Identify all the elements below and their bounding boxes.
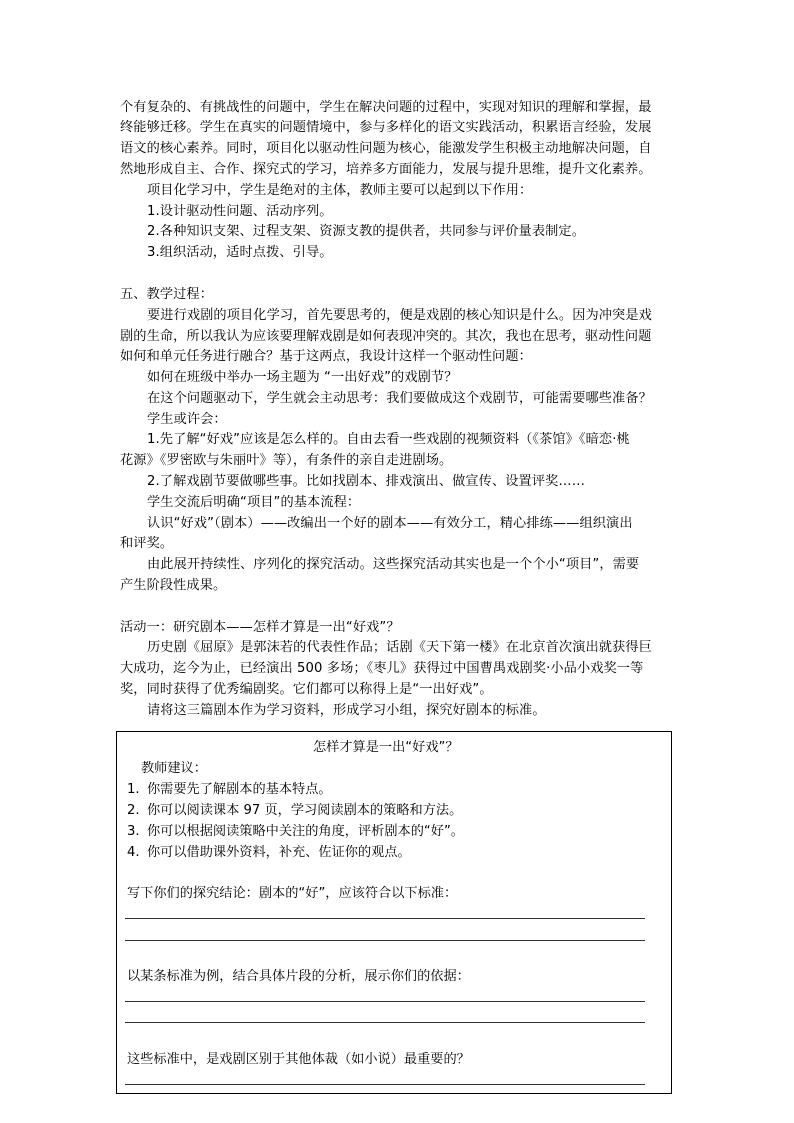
item-text: 你可以借助课外资料，补充、佐证你的观点。	[147, 845, 411, 860]
item-number: 3.	[127, 824, 140, 839]
paragraph-line: 奖，同时获得了优秀编剧奖。它们都可以称得上是“一出好戏”。	[120, 682, 493, 697]
item-number: 2.	[127, 803, 140, 818]
activity-heading: 活动一：研究剧本——怎样才算是一出“好戏”？	[120, 620, 400, 635]
worksheet-box	[116, 731, 672, 1094]
list-item: 3.组织活动，适时点拨、引导。	[147, 245, 333, 260]
paragraph-line: 语文的核心素养。同时，项目化以驱动性问题为核心，能激发学生积极主动地解决问题，自	[120, 141, 652, 156]
paragraph-line: 由此展开持续性、序列化的探究活动。这些探究活动其实也是一个个小“项目”，需要	[147, 557, 640, 572]
paragraph-line: 1.先了解“好戏”应该是怎么样的。自由去看一些戏剧的视频资料（《茶馆》《暗恋·桃	[147, 432, 630, 447]
item-text: 你可以根据阅读策略中关注的角度，评析剧本的“好”。	[147, 824, 464, 839]
paragraph-line: 然地形成自主、合作、探究式的学习，培养多方面能力，发展与提升思维，提升文化素养。	[120, 162, 652, 177]
paragraph-line: 个有复杂的、有挑战性的问题中，学生在解决问题的过程中，实现对知识的理解和掌握，最	[120, 100, 652, 115]
paragraph-line: 剧的生命，所以我认为应该要理解戏剧是如何表现冲突的。其次，我也在思考，驱动性问题	[120, 329, 652, 344]
advice-item	[127, 801, 462, 821]
item-number: 1.	[127, 782, 140, 797]
paragraph-line: 如何和单元任务进行融合？基于这两点，我设计这样一个驱动性问题：	[120, 349, 532, 364]
advice-item	[127, 843, 411, 863]
paragraph-line: 在这个问题驱动下，学生就会主动思考：我们要做成这个戏剧节，可能需要哪些准备？	[147, 391, 652, 406]
item-text: 你可以阅读课本 97 页，学习阅读剧本的策略和方法。	[147, 803, 463, 818]
advice-item	[127, 822, 464, 842]
paragraph-line: 学生或许会：	[147, 412, 227, 427]
paragraph-line: 学生交流后明确“项目”的基本流程：	[147, 495, 361, 510]
answer-line[interactable]	[125, 940, 645, 941]
answer-line[interactable]	[125, 1084, 645, 1085]
question-1: 写下你们的探究结论：剧本的“好”，应该符合以下标准：	[127, 886, 458, 901]
answer-line[interactable]	[125, 918, 645, 919]
paragraph-line: 认识“好戏”（剧本）——改编出一个好的剧本——有效分工，精心排练——组织演出	[147, 516, 633, 531]
section-heading: 五、教学过程：	[120, 287, 214, 302]
paragraph-line: 产生阶段性成果。	[120, 578, 227, 593]
advice-item	[127, 780, 332, 800]
paragraph-line: 要进行戏剧的项目化学习，首先要思考的，便是戏剧的核心知识是什么。因为冲突是戏	[147, 308, 652, 323]
list-item: 1.设计驱动性问题、活动序列。	[147, 204, 333, 219]
answer-line[interactable]	[125, 1001, 645, 1002]
item-number: 4.	[127, 845, 140, 860]
answer-line[interactable]	[125, 1022, 645, 1023]
paragraph-line: 2.了解戏剧节要做哪些事。比如找剧本、排戏演出、做宣传、设置评奖……	[147, 474, 585, 489]
list-item: 2.各种知识支架、过程支架、资源支教的提供者，共同参与评价量表制定。	[147, 224, 585, 239]
paragraph-line: 项目化学习中，学生是绝对的主体，教师主要可以起到以下作用：	[147, 183, 533, 198]
paragraph-line: 如何在班级中举办一场主题为 “一出好戏”的戏剧节？	[147, 370, 458, 385]
paragraph-line: 和评奖。	[120, 536, 174, 551]
paragraph-line: 历史剧《屈原》是郭沫若的代表性作品；话剧《天下第一楼》在北京首次演出就获得巨	[147, 640, 652, 655]
worksheet-title: 怎样才算是一出“好戏”？	[313, 740, 459, 755]
question-2: 以某条标准为例，结合具体片段的分析，展示你们的依据：	[127, 969, 470, 984]
paragraph-line: 花源》《罗密欧与朱丽叶》等），有条件的亲自走进剧场。	[120, 453, 453, 468]
paragraph-line: 请将这三篇剧本作为学习资料，形成学习小组，探究好剧本的标准。	[147, 703, 546, 718]
paragraph-line: 大成功，迄今为止，已经演出 500 多场；《枣儿》获得过中国曹禺戏剧奖·小品小戏奖一等	[120, 661, 644, 676]
advice-label: 教师建议：	[141, 761, 207, 776]
item-text: 你需要先了解剧本的基本特点。	[147, 782, 332, 797]
paragraph-line: 终能够迁移。学生在真实的问题情境中，参与多样化的语文实践活动，积累语言经验，发展	[120, 120, 652, 135]
question-3: 这些标准中，是戏剧区别于其他体裁（如小说）最重要的？	[127, 1052, 470, 1067]
